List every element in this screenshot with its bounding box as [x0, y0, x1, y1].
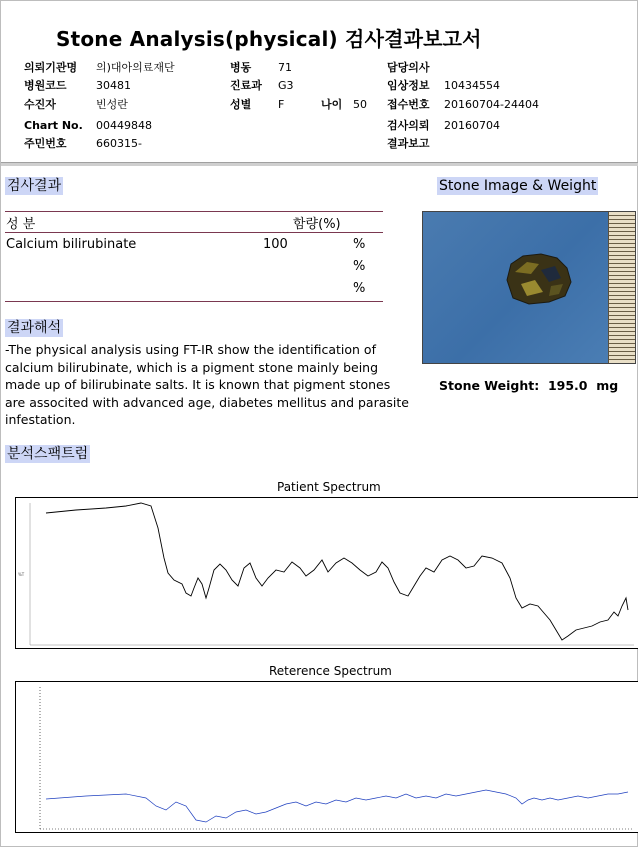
interpretation-section-title: 결과해석 [7, 320, 62, 336]
ward-value: 71 [278, 61, 292, 74]
reference-spectrum-plot [15, 681, 638, 833]
recipient-value: 빈성란 [96, 98, 128, 111]
chart-no-value: 00449848 [96, 119, 152, 132]
component-column-header: 성 분 [6, 217, 36, 232]
patient-spectrum-title: Patient Spectrum [277, 480, 381, 494]
test-request-label: 검사의뢰 [387, 119, 430, 132]
results-section-title: 검사결과 [7, 178, 62, 194]
patient-spectrum-plot [15, 497, 638, 649]
ward-label: 병동 [230, 61, 252, 74]
resident-no-label: 주민번호 [24, 137, 67, 150]
result-report-label: 결과보고 [387, 137, 430, 150]
result-unit: % [353, 237, 366, 252]
content-column-header: 함량(%) [293, 217, 341, 232]
sex-label: 성별 [230, 98, 252, 111]
stone-weight [439, 378, 618, 393]
spectrum-section-title: 분석스팩트럼 [7, 446, 89, 462]
stone-section-title: Stone Image & Weight [439, 178, 597, 194]
reference-spectrum-svg [16, 682, 638, 832]
result-component: Calcium bilirubinate [6, 237, 137, 252]
resident-no-value: 660315- [96, 137, 142, 150]
patient-spectrum-svg [16, 498, 638, 648]
requesting-org-label: 의뢰기관명 [24, 61, 78, 74]
interpretation-text: -The physical analysis using FT-IR show the identification of calcium bilirubinate, which is a pigment stone mainly being made up of bilirubinate salts. It is known that pigment stones are associted with advanced age, diabetes mellitus and parasite infestation. [5, 342, 409, 427]
sex-value: F [278, 98, 285, 111]
stone-weight-label: Stone Weight: [439, 378, 540, 393]
measurement-ruler [608, 212, 635, 363]
clinical-info-label: 임상정보 [387, 79, 430, 92]
stone-photo [422, 211, 636, 364]
result-unit: % [353, 259, 366, 274]
reference-spectrum-title: Reterence Spectrum [269, 664, 392, 678]
age-label: 나이 [321, 98, 343, 111]
report-title: Stone Analysis(physical) 검사결과보고서 [56, 27, 482, 51]
result-value: 100 [263, 237, 288, 252]
reference-spectrum-trace [46, 790, 628, 822]
receipt-no-label: 접수번호 [387, 98, 430, 111]
requesting-org-value: 의)대아의료재단 [96, 61, 175, 74]
hospital-code-label: 병원코드 [24, 79, 67, 92]
svg-text:%T: %T [18, 572, 25, 577]
dept-value: G3 [278, 79, 294, 92]
stone-image [501, 250, 573, 306]
hospital-code-value: 30481 [96, 79, 131, 92]
results-table-top-rule [5, 211, 383, 212]
stone-weight-unit: mg [596, 378, 619, 393]
results-table-header-rule [5, 232, 383, 233]
doctor-label: 담당의사 [387, 61, 430, 74]
patient-spectrum-trace [46, 503, 628, 640]
recipient-label: 수진자 [24, 98, 56, 111]
receipt-no-value: 20160704-24404 [444, 98, 539, 111]
result-unit: % [353, 281, 366, 296]
stone-weight-value: 195.0 [547, 378, 588, 393]
dept-label: 진료과 [230, 79, 262, 92]
clinical-info-value: 10434554 [444, 79, 500, 92]
age-value: 50 [353, 98, 367, 111]
test-request-value: 20160704 [444, 119, 500, 132]
header-divider [1, 162, 638, 166]
chart-no-label: Chart No. [24, 119, 83, 132]
results-table-bottom-rule [5, 301, 383, 302]
